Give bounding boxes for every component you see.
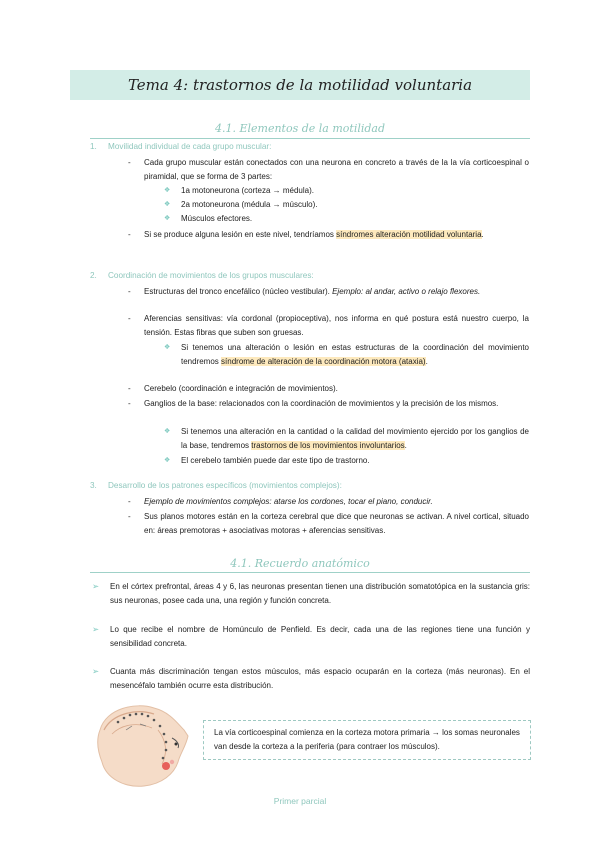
item-number: 1. bbox=[90, 142, 97, 151]
highlight-text: síndromes alteración motilidad voluntaria bbox=[336, 230, 482, 239]
bullet-text: Aferencias sensitivas: vía cordonal (propioceptiva), nos informa en qué postura está nuestro cuerpo, la tensión. Estas fibras que suben son gruesas. bbox=[144, 314, 529, 337]
page-title: Tema 4: trastornos de la motilidad voluntaria bbox=[127, 76, 473, 94]
paragraph-text: En el córtex prefrontal, áreas 4 y 6, las neuronas presentan tienen una distribución somatotópica en la sustancia gris: sus neuronas, posee cada una, una región y función concreta. bbox=[110, 582, 530, 605]
arrow-bullet-icon: ➢ bbox=[92, 581, 100, 591]
diamond-bullet-icon: ❖ bbox=[164, 187, 171, 194]
arrow-bullet-icon: ➢ bbox=[92, 666, 100, 676]
sub-bullet-text: Si tenemos una alteración o lesión en estas estructuras de la coordinación del movimiento tendremos síndrome de alteración de la coordinación motora (ataxia). bbox=[181, 343, 529, 366]
diamond-bullet-icon: ❖ bbox=[164, 215, 171, 222]
bullet-text: Sus planos motores están en la corteza cerebral que dice que neuronas se activan. A nivel cortical, situado en: áreas premotoras + asociativas motoras + aferencias sensitivas. bbox=[144, 512, 529, 535]
diamond-bullet-icon: ❖ bbox=[164, 201, 171, 208]
section-divider bbox=[90, 572, 530, 573]
dash-bullet: - bbox=[128, 314, 131, 323]
diamond-bullet-icon: ❖ bbox=[164, 428, 171, 435]
bullet-text: Cada grupo muscular están conectados con una neurona en concreto a través de la la vía corticoespinal o piramidal, que se forma de 3 partes: bbox=[144, 158, 529, 181]
section-divider bbox=[90, 138, 530, 139]
note-text: La vía corticoespinal comienza en la corteza motora primaria → los somas neuronales van desde la corteza a la periferia (para contraer los músculos). bbox=[214, 728, 520, 751]
dash-bullet: - bbox=[128, 512, 131, 521]
arrow-bullet-icon: ➢ bbox=[92, 624, 100, 634]
dash-bullet: - bbox=[128, 158, 131, 167]
note-box bbox=[203, 720, 531, 760]
highlight-text: síndrome de alteración de la coordinación motora (ataxia) bbox=[221, 356, 426, 366]
bullet-text: Ejemplo de movimientos complejos: atarse los cordones, tocar el piano, conducir. bbox=[144, 497, 433, 506]
dash-bullet: - bbox=[128, 287, 131, 296]
sub-bullet-text: Músculos efectores. bbox=[181, 214, 253, 223]
title-banner bbox=[70, 70, 530, 100]
sub-bullet-text: 1a motoneurona (corteza → médula). bbox=[181, 186, 314, 195]
homunculus-illustration bbox=[96, 700, 192, 788]
paragraph-text: Lo que recibe el nombre de Homúnculo de Penfield. Es decir, cada una de las regiones tiene una función y sensibilidad concreta. bbox=[110, 625, 530, 648]
item-label: Coordinación de movimientos de los grupos musculares: bbox=[108, 271, 314, 280]
item-label: Movilidad individual de cada grupo muscular: bbox=[108, 142, 272, 151]
dash-bullet: - bbox=[128, 384, 131, 393]
diamond-bullet-icon: ❖ bbox=[164, 457, 171, 464]
bullet-text: Ganglios de la base: relacionados con la coordinación de movimientos y la precisión de los mismos. bbox=[144, 399, 499, 408]
section-heading-anatomy: 4.1. Recuerdo anatómico bbox=[230, 557, 370, 570]
diamond-bullet-icon: ❖ bbox=[164, 344, 171, 351]
item-number: 3. bbox=[90, 481, 97, 490]
dash-bullet: - bbox=[128, 497, 131, 506]
dash-bullet: - bbox=[128, 230, 131, 239]
page-footer: Primer parcial bbox=[273, 796, 327, 806]
sub-bullet-text: 2a motoneurona (médula → músculo). bbox=[181, 200, 318, 209]
paragraph-text: Cuanta más discriminación tengan estos músculos, más espacio ocuparán en la corteza (más neuronas). En el mesencéfalo también ocurre esta distribución. bbox=[110, 667, 530, 690]
item-label: Desarrollo de los patrones específicos (movimientos complejos): bbox=[108, 481, 342, 490]
bullet-text: Estructuras del tronco encefálico (núcleo vestibular). Ejemplo: al andar, activo o relajo flexores. bbox=[144, 287, 481, 296]
item-number: 2. bbox=[90, 271, 97, 280]
highlight-text: trastornos de los movimientos involuntarios bbox=[251, 440, 405, 450]
bullet-text: Si se produce alguna lesión en este nivel, tendríamos síndromes alteración motilidad voluntaria. bbox=[144, 230, 484, 239]
section-heading-elements: 4.1. Elementos de la motilidad bbox=[214, 122, 386, 135]
sub-bullet-text: Si tenemos una alteración en la cantidad o la calidad del movimiento ejercido por los ganglios de la base, tendremos trastornos de los movimientos involuntarios. bbox=[181, 427, 529, 450]
bullet-text: Cerebelo (coordinación e integración de movimientos). bbox=[144, 384, 338, 393]
dash-bullet: - bbox=[128, 399, 131, 408]
sub-bullet-text: El cerebelo también puede dar este tipo de trastorno. bbox=[181, 456, 370, 465]
